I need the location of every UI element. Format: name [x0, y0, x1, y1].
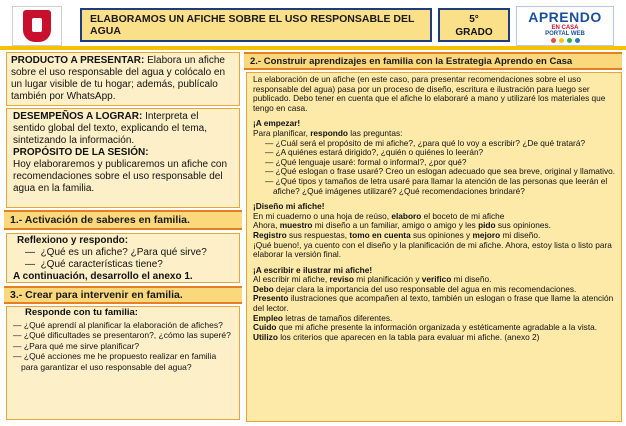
- learning-content-box: [246, 72, 622, 422]
- write-step-4: Empleo letras de tamaños diferentes.: [253, 312, 393, 323]
- product-box: [6, 52, 240, 106]
- performance-text: Interpreta el sentido global del texto, explicando el tema, sintetizando la información.: [13, 111, 208, 146]
- purpose-text: Hoy elaboraremos y publicaremos un afiche con recomendaciones sobre el uso responsable del agua en la familia.: [13, 159, 227, 194]
- planning-question-5: ¿Qué tipos y tamaños de letra usaré para llamar la atención de las personas que leerán el afiche? ¿Qué imágenes utilizaré? ¿Qué recomendaciones brindaré?: [273, 175, 608, 196]
- grade-number: 5°: [469, 14, 479, 25]
- dash-icon: —: [13, 351, 24, 361]
- write-step-5: Cuido que mi afiche presente la información organizada y estéticamente agradable a la vista.: [253, 322, 598, 333]
- start-instruction: Para planificar, respondo las preguntas:: [253, 127, 403, 138]
- page-title: ELABORAMOS UN AFICHE SOBRE EL USO RESPONSABLE DEL AGUA: [80, 8, 432, 42]
- design-title: ¡Diseño mi afiche!: [253, 201, 325, 212]
- design-step-4: ¡Qué bueno!, ya cuento con el diseño y la planificación de mi afiche. Ahora, estoy lista o listo para elaborar la versión final.: [253, 239, 612, 260]
- performance-label: DESEMPEÑOS A LOGRAR:: [13, 111, 143, 122]
- dash-icon: —: [265, 175, 276, 186]
- product-label: PRODUCTO A PRESENTAR:: [11, 55, 145, 66]
- respond-box: [6, 306, 240, 420]
- design-step-2: Ahora, muestro mi diseño a un familiar, amigo o amigo y les pido sus opiniones.: [253, 220, 551, 231]
- respond-question-1: ¿Qué aprendí al planificar la elaboración de afiches?: [23, 319, 223, 330]
- section-2-header: 2.- Construir aprendizajes en familia con la Estrategia Aprendo en Casa: [244, 52, 622, 70]
- write-step-1: Al escribir mi afiche, reviso mi planificación y verifico mi diseño.: [253, 274, 492, 285]
- logo-line-2: EN CASA: [551, 25, 579, 31]
- dash-icon: —: [265, 137, 276, 148]
- section-3-header: 3.- Crear para intervenir en familia.: [4, 286, 242, 304]
- grade-box: [438, 8, 510, 42]
- aprendo-en-casa-logo: [516, 6, 614, 46]
- respond-question-3: ¿Para qué me sirve planificar?: [23, 340, 140, 351]
- school-crest-logo: [12, 6, 62, 46]
- reflection-question-1: ¿Qué es un afiche? ¿Para qué sirve?: [40, 247, 207, 258]
- respond-question-4: ¿Qué acciones me he propuesto realizar en familia para garantizar el uso responsable del agua?: [21, 351, 217, 372]
- respond-title: Responde con tu familia:: [25, 307, 138, 318]
- write-step-2: Debo dejar clara la importancia del uso responsable del agua en mis recomendaciones.: [253, 283, 577, 294]
- reflection-question-2: ¿Qué características tiene?: [40, 259, 163, 270]
- logo-line-1: APRENDO: [528, 9, 602, 25]
- shield-icon: [23, 10, 51, 42]
- planning-question-2: ¿A quiénes estará dirigido?, ¿quién o quiénes lo leerán?: [275, 147, 484, 158]
- planning-question-4: ¿Qué eslogan o frase usaré? Creo un eslogan adecuado que sea breve, original y llamativo.: [275, 166, 616, 177]
- dash-icon: —: [13, 319, 24, 330]
- design-step-1: En mi cuaderno o una hoja de reúso, elaboro el boceto de mi afiche: [253, 210, 505, 221]
- dash-icon: —: [265, 147, 276, 158]
- reflection-title: Reflexiono y respondo:: [17, 235, 129, 246]
- design-step-3: Registro sus respuestas, tomo en cuenta sus opiniones y mejoro mi diseño.: [253, 229, 541, 240]
- planning-question-3: ¿Qué lenguaje usaré: formal o informal?, ¿por qué?: [275, 156, 467, 167]
- dash-icon: —: [265, 156, 276, 167]
- section-1-header: 1.- Activación de saberes en familia.: [4, 210, 242, 230]
- grade-word: GRADO: [455, 27, 493, 38]
- logo-dots-icon: [517, 38, 613, 43]
- dash-icon: —: [25, 259, 41, 270]
- write-step-3: Presento ilustraciones que acompañen al texto, también un eslogan o frase que llame la atención del lector.: [253, 293, 614, 314]
- reflection-box: [6, 233, 240, 283]
- start-title: ¡A empezar!: [253, 118, 301, 129]
- dash-icon: —: [265, 166, 276, 177]
- logo-line-3: PORTAL WEB: [545, 31, 585, 37]
- purpose-label: PROPÓSITO DE LA SESIÓN:: [13, 147, 149, 158]
- write-title: ¡A escribir e ilustrar mi afiche!: [253, 264, 373, 275]
- header-divider: [0, 46, 626, 50]
- write-step-6: Utilizo los criterios que aparecen en la tabla para evaluar mi afiche. (anexo 2): [253, 331, 540, 342]
- respond-question-2: ¿Qué dificultades se presentaron?, ¿cómo las superé?: [23, 330, 231, 340]
- planning-question-1: ¿Cuál será el propósito de mi afiche?, ¿para qué lo voy a escribir? ¿De qué tratará?: [275, 137, 586, 148]
- dash-icon: —: [25, 247, 41, 258]
- performance-box: [6, 108, 240, 208]
- reflection-note: A continuación, desarrollo el anexo 1.: [13, 271, 193, 282]
- intro-paragraph: La elaboración de un afiche (en este caso, para presentar recomendaciones sobre el uso responsable del agua) pasa por un proceso de diseño, escritura e ilustración para luego ser publicado. Debo tener en cuenta que el afiche lo elaboraré a mano y utilizaré los materiales que tengo en casa.: [253, 74, 606, 113]
- product-text: Elabora un afiche sobre el uso responsable del agua y colócalo en un lugar visible de tu hogar; además, publícalo también por WhatsApp.: [11, 55, 226, 102]
- dash-icon: —: [13, 340, 24, 351]
- dash-icon: —: [13, 330, 24, 340]
